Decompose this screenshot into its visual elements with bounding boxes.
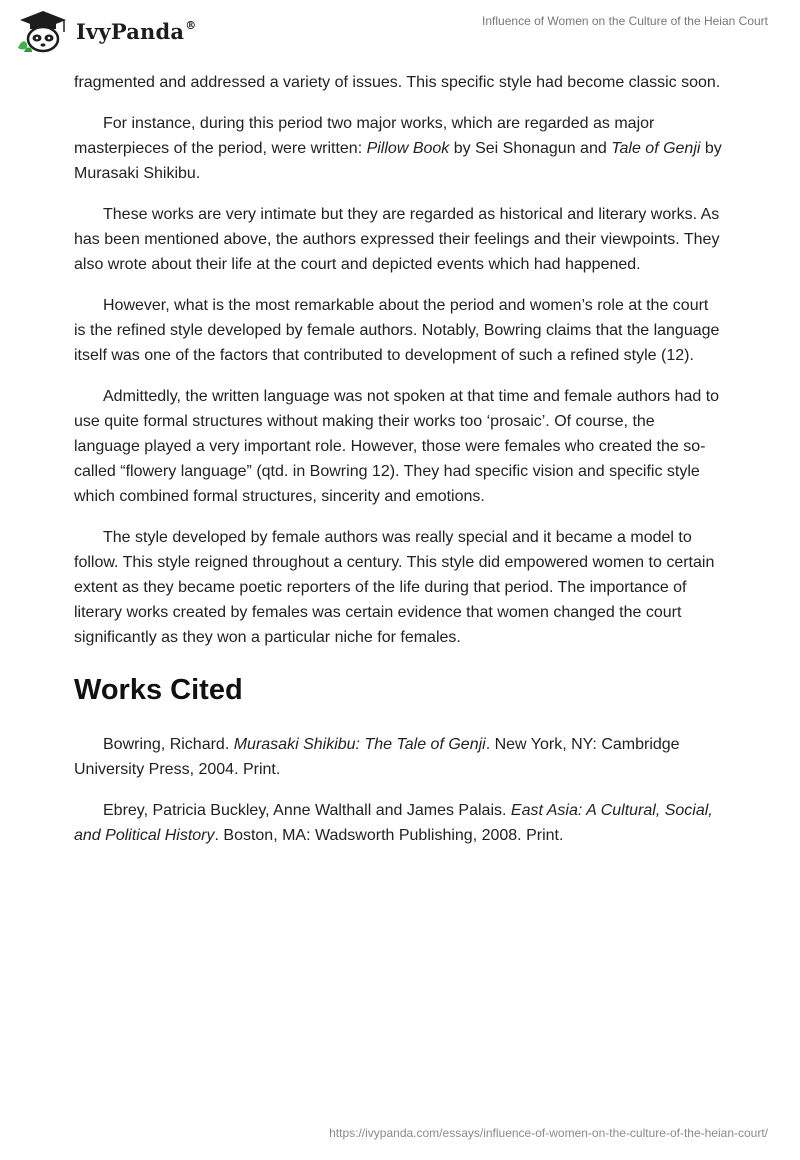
title-tale-of-genji: Tale of Genji — [611, 140, 701, 157]
paragraph-2-text-a: For instance, during this period two major works, which are regarded as major masterpieces of the period, were written: — [74, 115, 655, 157]
paragraph-2 — [74, 111, 724, 186]
paragraph-2-text-c: by Murasaki Shikibu. — [74, 140, 722, 182]
citation-ebrey — [74, 798, 724, 848]
citation-bowring-publisher: . New York, NY: Cambridge University Press, 2004. Print. — [74, 736, 680, 778]
citation-ebrey-authors: Ebrey, Patricia Buckley, Anne Walthall and James Palais. — [103, 802, 511, 819]
paragraph-4: However, what is the most remarkable about the period and women’s role at the court is the refined style developed by female authors. Notably, Bowring claims that the language itself was one of the factors that contributed to development of such a refined style (12). — [74, 297, 720, 364]
panda-graduate-icon — [14, 8, 72, 54]
paragraph-1: fragmented and addressed a variety of issues. This specific style had become classic soon. — [74, 74, 721, 91]
paragraph-6: The style developed by female authors was really special and it became a model to follow. This style reigned throughout a century. This style did empowered women to certain extent as they became poetic reporters of the life during that period. The importance of literary works created by females was certain evidence that women changed the court significantly as they won a particular niche for females. — [74, 529, 715, 646]
citation-ebrey-publisher: . Boston, MA: Wadsworth Publishing, 2008. Print. — [214, 827, 564, 844]
citation-bowring — [74, 732, 724, 782]
citation-ebrey-title: East Asia: A Cultural, Social, and Political History — [74, 802, 713, 844]
source-url-link[interactable]: https://ivypanda.com/essays/influence-of-women-on-the-culture-of-the-heian-court/ — [329, 1126, 768, 1140]
paragraph-2-text-b: by Sei Shonagun and — [449, 140, 612, 157]
paragraph-3: These works are very intimate but they are regarded as historical and literary works. As has been mentioned above, the authors expressed their feelings and their viewpoints. They also wrote about their life at the court and depicted events which had happened. — [74, 206, 720, 273]
citation-bowring-author: Bowring, Richard. — [103, 736, 234, 753]
title-pillow-book: Pillow Book — [366, 140, 450, 157]
brand-text: IvyPanda — [76, 18, 185, 44]
registered-mark: ® — [185, 18, 197, 32]
brand-name — [76, 19, 196, 44]
paragraph-5: Admittedly, the written language was not spoken at that time and female authors had to use quite formal structures without making their works too ‘prosaic’. Of course, the language played a very important role. However, those were females who created the so-called “flowery language” (qtd. in Bowring 12). They had specific vision and specific style which combined formal structures, sincerity and emotions. — [74, 388, 720, 505]
essay-content — [74, 70, 724, 864]
page-header — [0, 0, 800, 64]
works-cited-heading: Works Cited — [74, 674, 243, 706]
ivypanda-logo[interactable] — [14, 8, 196, 54]
citation-bowring-title: Murasaki Shikibu: The Tale of Genji — [233, 736, 486, 753]
document-title: Influence of Women on the Culture of the Heian Court — [482, 14, 768, 28]
